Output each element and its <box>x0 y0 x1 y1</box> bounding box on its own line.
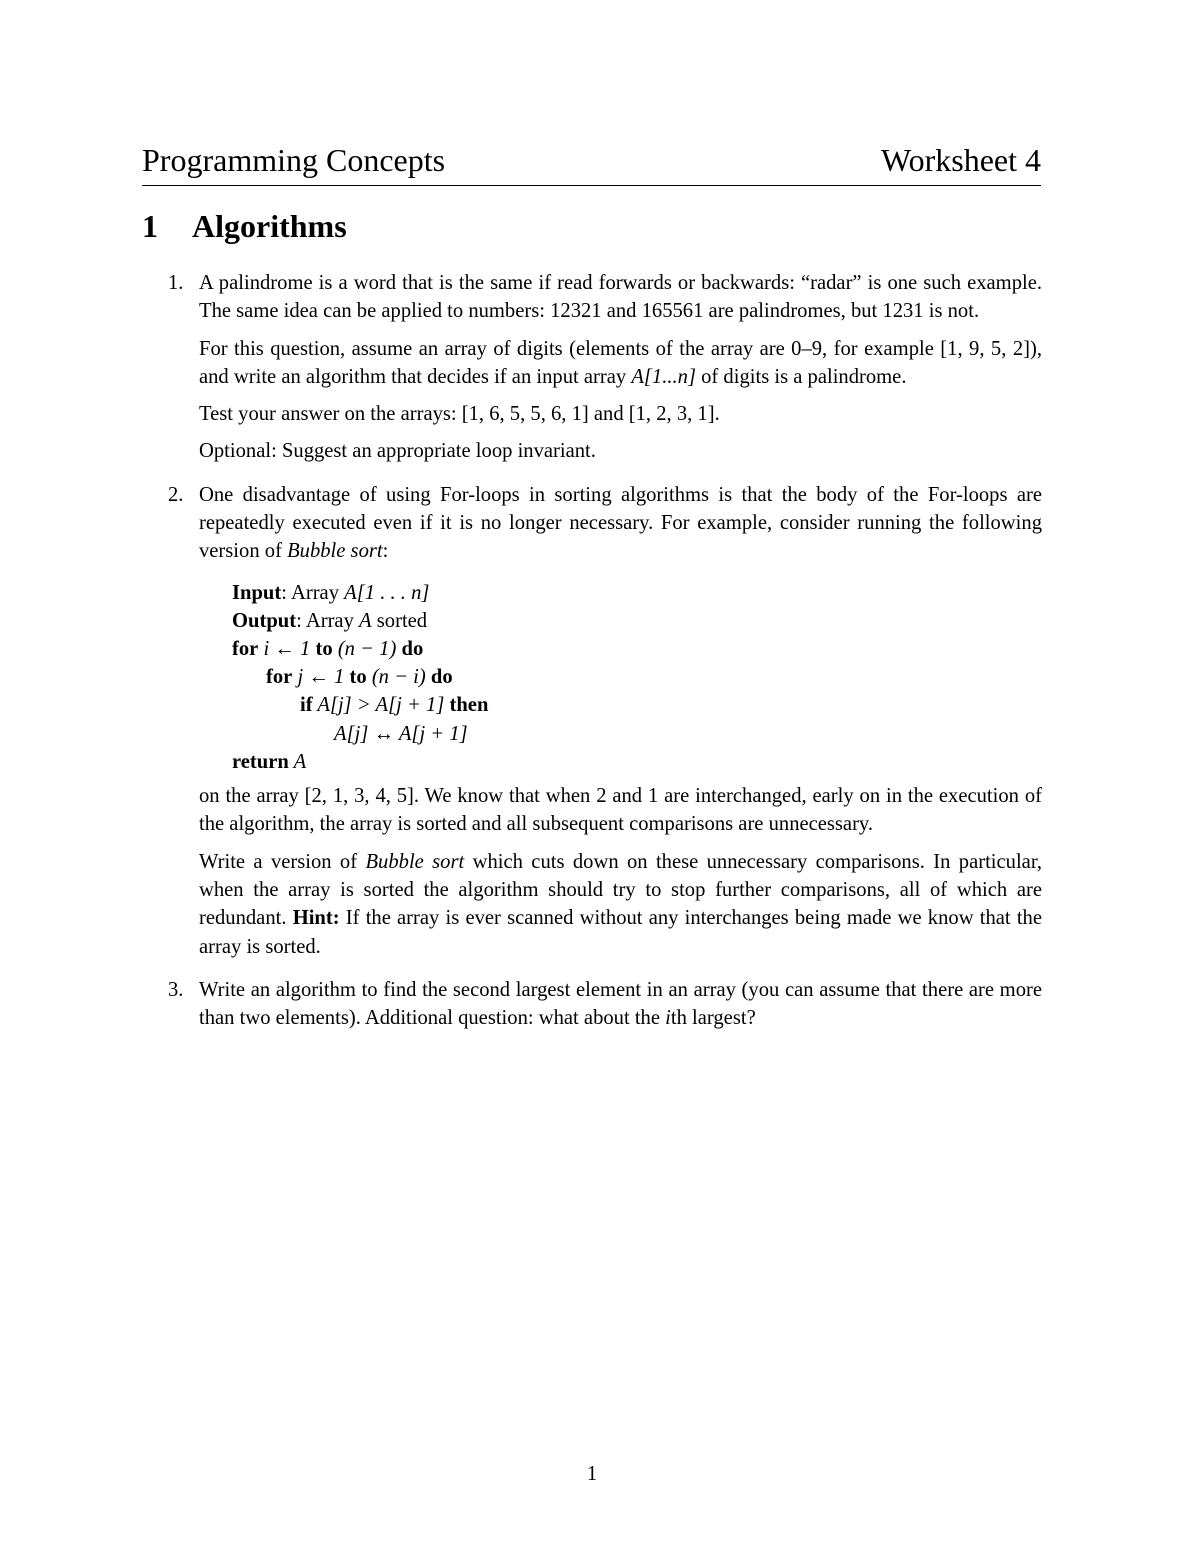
question-3 <box>142 976 1042 1033</box>
pseudocode-line: return A <box>232 750 307 773</box>
question-text: A palindrome is a word that is the same if read forwards or backwards: “radar” is one such example. The same idea can be applied to numbers: 12321 and 165561 are palindromes, but 1231 is not. <box>199 272 1042 323</box>
question-text: on the array [2, 1, 3, 4, 5]. We know that when 2 and 1 are interchanged, early on in the execution of the algorithm, the array is sorted and all subsequent comparisons are unnecessary. <box>199 785 1042 836</box>
page-number: 1 <box>586 1463 598 1485</box>
math-expression: A[1...n] <box>631 365 696 388</box>
question-text: Optional: Suggest an appropriate loop invariant. <box>199 440 596 463</box>
algorithm-name: Bubble sort <box>365 850 465 873</box>
algorithm-name: Bubble sort <box>287 540 383 563</box>
pseudocode-block <box>232 579 1042 776</box>
question-number: 2. <box>168 483 184 506</box>
question-text: One disadvantage of using For-loops in sorting algorithms is that the body of the For-loops are repeatedly executed even if it is no longer necessary. For example, consider running the following version of Bubble sort: <box>199 483 1042 563</box>
pseudocode-line: Output: Array A sorted <box>232 609 428 632</box>
hint-label: Hint: <box>292 907 340 930</box>
question-1 <box>142 269 1042 466</box>
section-title: Algorithms <box>192 208 347 244</box>
question-text: For this question, assume an array of digits (elements of the array are 0–9, for example [1, 9, 5, 2]), and write an algorithm that decides if an input array A[1...n] of digits is a palindrome. <box>199 337 1042 388</box>
question-text: Test your answer on the arrays: [1, 6, 5, 5, 6, 1] and [1, 2, 3, 1]. <box>199 403 720 426</box>
question-number: 3. <box>168 978 184 1001</box>
question-text: Write an algorithm to find the second largest element in an array (you can assume that there are more than two elements). Additional question: what about the ith largest? <box>199 978 1042 1030</box>
course-title: Programming Concepts <box>142 142 446 178</box>
pseudocode-line: for i ← 1 to (n − 1) do <box>232 638 424 661</box>
worksheet-label: Worksheet 4 <box>880 142 1041 178</box>
section-number: 1 <box>142 208 158 244</box>
worksheet-page <box>142 0 1042 1553</box>
question-number: 1. <box>168 272 184 294</box>
pseudocode-line: if A[j] > A[j + 1] then <box>300 694 489 717</box>
question-2 <box>142 481 1042 961</box>
question-list <box>142 269 1042 1047</box>
pseudocode-line: for j ← 1 to (n − i) do <box>266 666 453 689</box>
section-heading <box>142 204 347 248</box>
pseudocode-line: A[j] ↔ A[j + 1] <box>334 722 468 745</box>
question-text: Write a version of Bubble sort which cuts down on these unnecessary comparisons. In particular, when the array is sorted the algorithm should try to stop further comparisons, all of which are redundant. Hint: If the array is ever scanned without any interchanges being made we know that the array is sorted. <box>199 850 1043 958</box>
page-header <box>142 140 1041 186</box>
pseudocode-line: Input: Array A[1 . . . n] <box>232 581 430 604</box>
